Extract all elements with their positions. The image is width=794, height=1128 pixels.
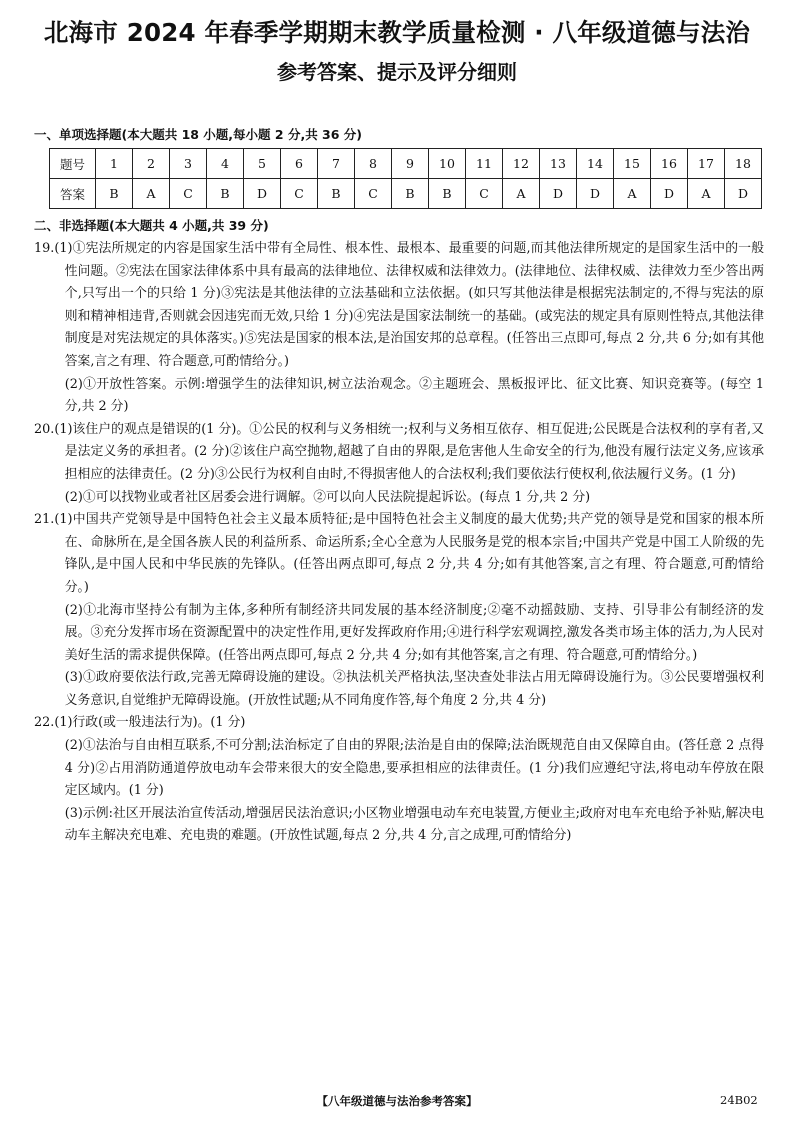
question-number-row — [50, 149, 762, 179]
question-answer-text: 22.(1)行政(或一般违法行为)。(1 分) — [34, 715, 246, 731]
question-answer-block — [34, 712, 764, 848]
section-heading-choice: 一、单项选择题(本大题共 18 小题,每小题 2 分,共 36 分) — [34, 127, 363, 142]
answer-cell: C — [355, 179, 392, 209]
sub-answer-text: (2)①可以找物业或者社区居委会进行调解。②可以向人民法院提起诉讼。(每点 1 分,共 2 分) — [64, 489, 591, 505]
answer-cell: B — [318, 179, 355, 209]
question-answer-block — [34, 509, 764, 712]
answer-cell: A — [133, 179, 170, 209]
section-heading-nonchoice: 二、非选择题(本大题共 4 小题,共 39 分) — [34, 218, 269, 233]
answer-cell: D — [540, 179, 577, 209]
answer-cell: B — [96, 179, 133, 209]
answer-cell: C — [170, 179, 207, 209]
answer-cell: A — [614, 179, 651, 209]
row-label: 题号 — [50, 149, 96, 179]
footer-label: 【八年级道德与法治参考答案】 — [316, 1094, 478, 1108]
question-number-cell: 17 — [688, 149, 725, 179]
question-number-cell: 5 — [244, 149, 281, 179]
answer-table — [49, 148, 762, 209]
answer-row — [50, 179, 762, 209]
question-number-cell: 9 — [392, 149, 429, 179]
question-answer-text: 21.(1)中国共产党领导是中国特色社会主义最本质特征;是中国特色社会主义制度的最大优势;共产党的领导是党和国家的根本所在、命脉所在,是全国各族人民的利益所系、命运所系;全心全意为人民服务是党的根本宗旨;中国共产党是中国工人阶级的先锋队,是中国人民和中华民族的先锋队。(任答出两点即可,每点 2 分,共 4 分;如有其他答案,言之有理、符合题意,可酌情给分。) — [34, 512, 764, 595]
answer-cell: D — [651, 179, 688, 209]
question-answer-block — [34, 238, 764, 419]
question-number-cell: 3 — [170, 149, 207, 179]
question-number-cell: 7 — [318, 149, 355, 179]
answer-cell: A — [688, 179, 725, 209]
question-number-cell: 10 — [429, 149, 466, 179]
question-number-cell: 16 — [651, 149, 688, 179]
sub-answer-text: (2)①北海市坚持公有制为主体,多种所有制经济共同发展的基本经济制度;②毫不动摇鼓励、支持、引导非公有制经济的发展。③充分发挥市场在资源配置中的决定性作用,更好发挥政府作用;④进行科学宏观调控,激发各类市场主体的活力,为人民对美好生活的需求提供保障。(任答出两点即可,每点 2 分,共 4 分;如有其他答案,言之有理、符合题意,可酌情给分。) — [64, 602, 764, 663]
answer-cell: D — [725, 179, 762, 209]
answer-cell: B — [392, 179, 429, 209]
row-label: 答案 — [50, 179, 96, 209]
question-number-cell: 12 — [503, 149, 540, 179]
question-number-cell: 2 — [133, 149, 170, 179]
question-number-cell: 1 — [96, 149, 133, 179]
sub-answer-text: (3)示例:社区开展法治宣传活动,增强居民法治意识;小区物业增强电动车充电装置,方便业主;政府对电车充电给予补贴,解决电动车主解决充电难、充电贵的难题。(开放性试题,每点 2 分,共 4 分,言之成理,可酌情给分) — [64, 805, 764, 844]
answer-cell: C — [281, 179, 318, 209]
sub-answer-text: (3)①政府要依法行政,完善无障碍设施的建设。②执法机关严格执法,坚决查处非法占用无障碍设施行为。③公民要增强权利义务意识,自觉维护无障碍设施。(开放性试题;从不同角度作答,每个角度 2 分,共 4 分) — [64, 670, 764, 708]
page-subtitle: 参考答案、提示及评分细则 — [277, 60, 517, 84]
question-answer-block — [34, 419, 764, 509]
answer-cell: D — [244, 179, 281, 209]
question-number-cell: 11 — [466, 149, 503, 179]
question-number-cell: 18 — [725, 149, 762, 179]
question-number-cell: 6 — [281, 149, 318, 179]
paper-code: 24B02 — [720, 1093, 758, 1107]
question-number-cell: 14 — [577, 149, 614, 179]
question-number-cell: 15 — [614, 149, 651, 179]
answer-cell: B — [429, 179, 466, 209]
sub-answer-text: (2)①法治与自由相互联系,不可分割;法治标定了自由的界限;法治是自由的保障;法治既规范自由又保障自由。(答任意 2 点得 4 分)②占用消防通道停放电动车会带来很大的安全隐患,要承担相应的法律责任。(1 分)我们应遵纪守法,将电动车停放在限定区域内。(1 分) — [64, 738, 764, 799]
page-title: 北海市 2024 年春季学期期末教学质量检测 · 八年级道德与法治 — [43, 18, 751, 47]
question-answer-text: 19.(1)①宪法所规定的内容是国家生活中带有全局性、根本性、最根本、最重要的问题,而其他法律所规定的是国家生活中的一般性问题。②宪法在国家法律体系中具有最高的法律地位、法律权威和法律效力。(法律地位、法律权威、法律效力至少答出两个,只写出一个的只给 1 分)③宪法是其他法律的立法基础和立法依据。(如只写其他法律是根据宪法制定的,不得与宪法的原则和精神相违背,否则就会因违宪而无效,只给 1 分)④宪法是国家法制统一的基础。(或宪法的规定具有原则性特点,其他法律制度是对宪法规定的具体落实。)⑤宪法是国家的根本法,是治国安邦的总章程。(任答出三点即可,每点 2 分,共 6 分;如有其他答案,言之有理、符合题意,可酌情给分。) — [34, 241, 764, 369]
answer-cell: C — [466, 179, 503, 209]
question-number-cell: 13 — [540, 149, 577, 179]
answer-cell: D — [577, 179, 614, 209]
answer-cell: A — [503, 179, 540, 209]
question-number-cell: 8 — [355, 149, 392, 179]
answers-body — [34, 238, 764, 848]
sub-answer-text: (2)①开放性答案。示例:增强学生的法律知识,树立法治观念。②主题班会、黑板报评比、征文比赛、知识竞赛等。(每空 1 分,共 2 分) — [64, 376, 764, 415]
question-number-cell: 4 — [207, 149, 244, 179]
answer-cell: B — [207, 179, 244, 209]
question-answer-text: 20.(1)该住户的观点是错误的(1 分)。①公民的权利与义务相统一;权利与义务相互依存、相互促进;公民既是合法权利的享有者,又是法定义务的承担者。(2 分)②该住户高空抛物,超越了自由的界限,是危害他人生命安全的行为,他没有履行法定义务,应该承担相应的法律责任。(2 分)③公民行为权利自由时,不得损害他人的合法权利;我们要依法行使权利,依法履行义务。(1 分) — [34, 421, 764, 482]
